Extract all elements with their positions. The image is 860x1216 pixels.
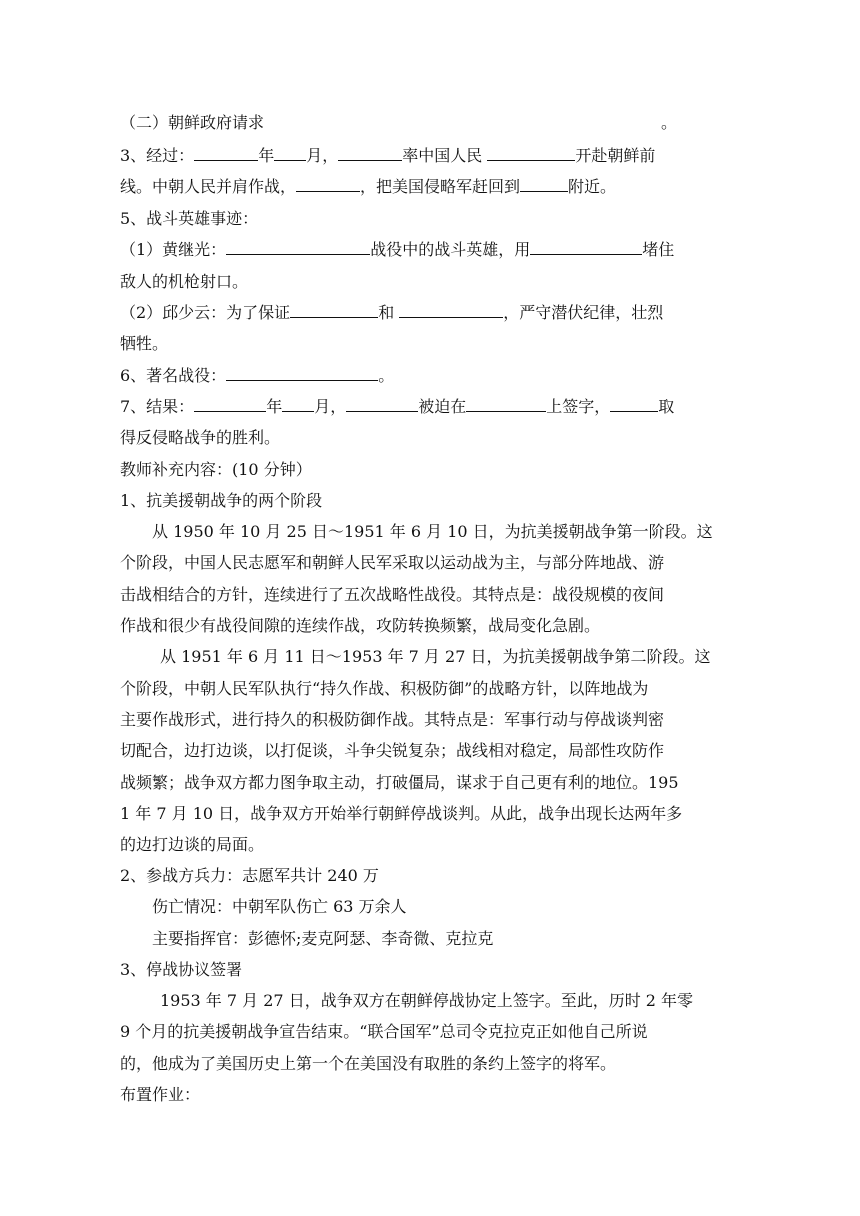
text: 年 — [266, 397, 283, 416]
para-armistice-line3: 的，他成为了美国历史上第一个在美国没有取胜的条约上签字的将军。 — [120, 1054, 617, 1073]
para-armistice-line2: 9 个月的抗美援朝战争宣告结束。“联合国军”总司令克拉克正如他自己所说 — [120, 1022, 648, 1041]
text: 月， — [306, 146, 339, 165]
heading-armistice: 3、停战协议签署 — [120, 960, 243, 979]
commanders-line: 主要指挥官：彭德怀;麦克阿瑟、李奇微、克拉克 — [152, 929, 494, 948]
para-stage2-line1: 从 1951 年 6 月 11 日～1953 年 7 月 27 日，为抗美援朝战争第二阶段。这 — [160, 647, 711, 666]
para-stage2-line3: 主要作战形式，进行持久的积极防御作战。其特点是：军事行动与停战谈判密 — [120, 710, 665, 729]
blank — [399, 303, 503, 318]
para-stage1-line2: 个阶段，中国人民志愿军和朝鲜人民军采取以运动战为主，与部分阵地战、游 — [120, 553, 665, 572]
blank — [194, 397, 266, 412]
text: 堵住 — [642, 240, 675, 259]
text: ，严守潜伏纪律，壮烈 — [503, 303, 664, 322]
blank — [282, 397, 314, 412]
blank — [194, 146, 258, 161]
heading-two-stages: 1、抗美援朝战争的两个阶段 — [120, 491, 323, 510]
blank — [290, 303, 378, 318]
text: 附近。 — [568, 177, 617, 196]
para-armistice-line1: 1953 年 7 月 27 日，战争双方在朝鲜停战协定上签字。至此，历时 2 年零 — [160, 991, 694, 1010]
blank — [338, 146, 402, 161]
heading-forces: 2、参战方兵力：志愿军共计 240 万 — [120, 866, 379, 885]
text: 取 — [658, 397, 675, 416]
text: 开赴朝鲜前 — [575, 146, 656, 165]
line-request — [120, 112, 678, 134]
line-result — [120, 396, 674, 418]
line-famous-battle — [120, 365, 394, 387]
blank — [346, 397, 418, 412]
para-stage2-line7: 的边打边谈的局面。 — [120, 835, 265, 854]
blank — [296, 177, 360, 192]
para-stage2-line5: 战频繁；战争双方都力图争取主动，打破僵局，谋求于自己更有利的地位。195 — [120, 773, 679, 792]
para-stage2-line2: 个阶段，中朝人民军队执行“持久作战、积极防御”的战略方针，以阵地战为 — [120, 679, 649, 698]
blank — [487, 146, 575, 161]
line-process — [120, 145, 655, 167]
text: 线。中朝人民并肩作战， — [120, 177, 297, 196]
blank — [274, 146, 306, 161]
para-stage1-line4: 作战和很少有战役间隙的连续作战，攻防转换频繁，战局变化急剧。 — [120, 616, 601, 635]
text: 6、著名战役： — [120, 366, 227, 385]
text: 战役中的战斗英雄，用 — [370, 240, 531, 259]
text: 率中国人民 — [402, 146, 483, 165]
blank — [226, 240, 370, 255]
blank — [610, 397, 658, 412]
text: 7、结果： — [120, 397, 195, 416]
text: 和 — [378, 303, 395, 322]
line-qiu-shaoyun — [120, 302, 663, 324]
para-stage1-line1: 从 1950 年 10 月 25 日～1951 年 6 月 10 日，为抗美援朝战争第一阶段。这 — [152, 522, 713, 541]
line-heroes-heading: 5、战斗英雄事迹： — [120, 209, 259, 228]
line-result-2: 得反侵略战争的胜利。 — [120, 428, 281, 447]
line-huang-jiguang — [120, 239, 674, 261]
text: （1）黄继光： — [120, 240, 227, 259]
para-stage2-line4: 切配合，边打边谈，以打促谈，斗争尖锐复杂；战线相对稳定，局部性攻防作 — [120, 741, 665, 760]
line-qiu-2: 牺牲。 — [120, 334, 169, 353]
text: 上签字， — [546, 397, 611, 416]
text: 。 — [378, 366, 395, 385]
text: 被迫在 — [418, 397, 467, 416]
section-teacher-supplement: 教师补充内容：(10 分钟） — [120, 460, 312, 479]
text: （2）邱少云：为了保证 — [120, 303, 291, 322]
para-stage2-line6: 1 年 7 月 10 日，战争双方开始举行朝鲜停战谈判。从此，战争出现长达两年多 — [120, 804, 683, 823]
blank — [520, 177, 568, 192]
period: 。 — [661, 113, 678, 132]
text: 3、经过： — [120, 146, 195, 165]
line-process-2 — [120, 176, 616, 198]
blank — [466, 397, 546, 412]
text: 月， — [314, 397, 347, 416]
casualties-line: 伤亡情况：中朝军队伤亡 63 万余人 — [152, 897, 407, 916]
homework-heading: 布置作业： — [120, 1085, 201, 1104]
para-stage1-line3: 击战相结合的方针，连续进行了五次战略性战役。其特点是：战役规模的夜间 — [120, 585, 665, 604]
text: ，把美国侵略军赶回到 — [360, 177, 521, 196]
blank — [530, 240, 642, 255]
blank — [226, 366, 378, 381]
line-huang-2: 敌人的机枪射口。 — [120, 272, 249, 291]
text: 年 — [258, 146, 275, 165]
text: （二）朝鲜政府请求 — [120, 113, 265, 132]
